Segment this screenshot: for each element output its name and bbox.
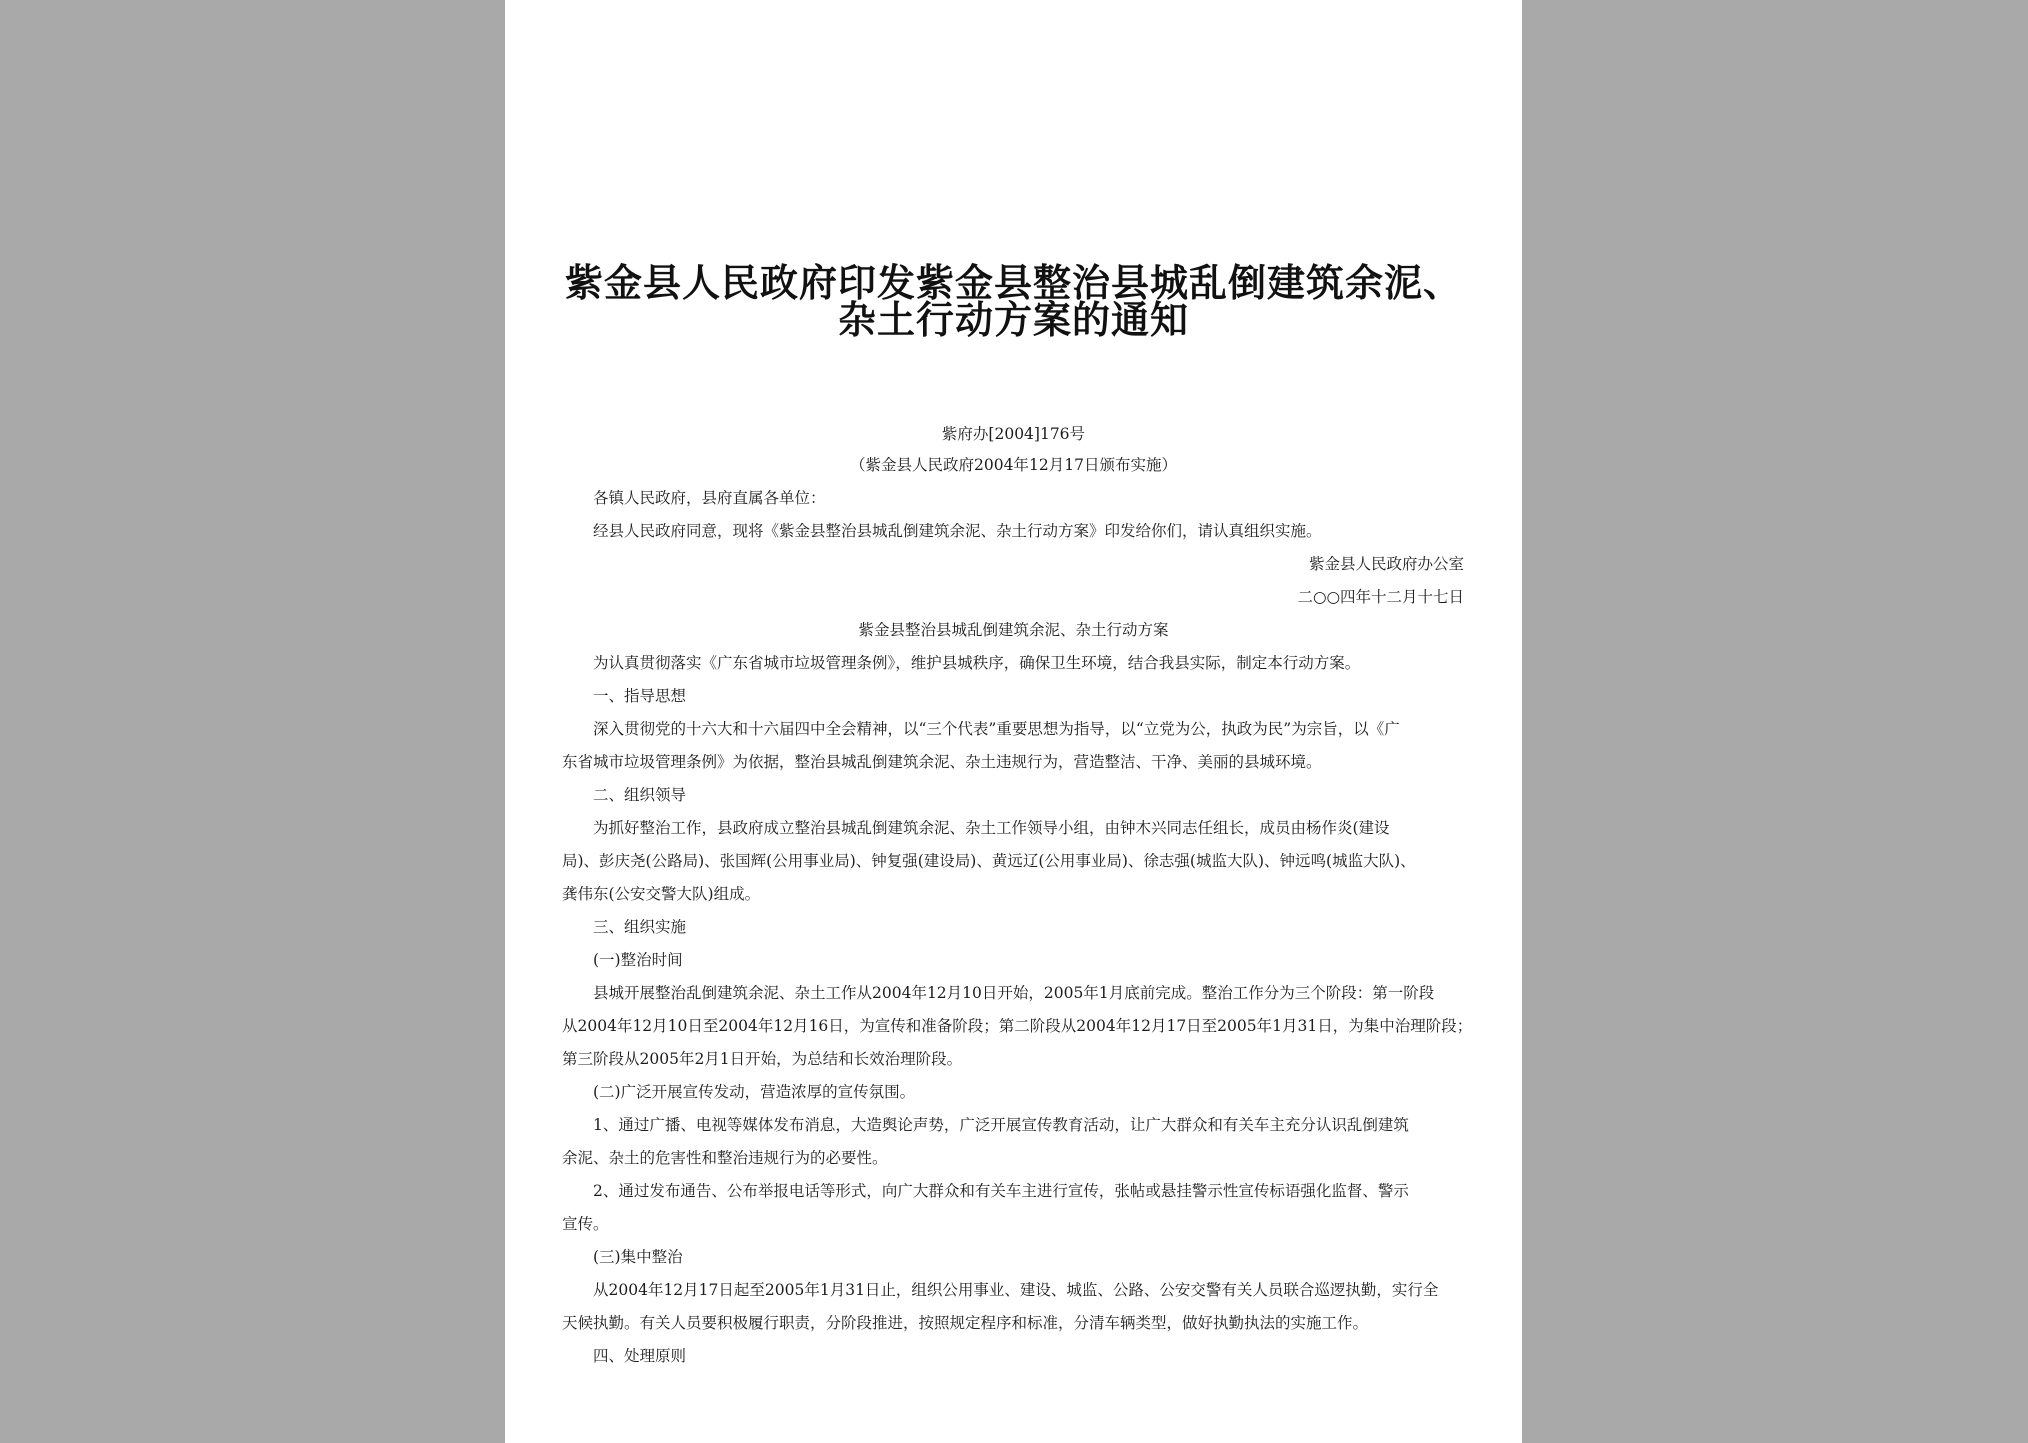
section-2-text-line-3: 龚伟东(公安交警大队)组成。 xyxy=(562,885,761,903)
plan-title: 紫金县整治县城乱倒建筑余泥、杂土行动方案 xyxy=(858,621,1169,639)
section-1-text-line-1: 深入贯彻党的十六大和十六届四中全会精神，以“三个代表”重要思想为指导，以“立党为公，执政为民”为宗旨，以《广 xyxy=(593,720,1400,738)
plan-intro: 为认真贯彻落实《广东省城市垃圾管理条例》，维护县城秩序，确保卫生环境，结合我县实际，制定本行动方案。 xyxy=(593,654,1361,672)
section-2-text-line-2: 局)、彭庆尧(公路局)、张国辉(公用事业局)、钟复强(建设局)、黄远辽(公用事业局)、徐志强(城监大队)、钟远鸣(城监大队)、 xyxy=(562,852,1416,870)
section-4-heading: 四、处理原则 xyxy=(593,1347,687,1365)
section-3-sub-1-line-2: 从2004年12月10日至2004年12月16日，为宣传和准备阶段；第二阶段从2004年12月17日至2005年1月31日，为集中治理阶段； xyxy=(562,1017,1473,1035)
section-1-text-line-2: 东省城市垃圾管理条例》为依据，整治县城乱倒建筑余泥、杂土违规行为，营造整洁、干净、美丽的县城环境。 xyxy=(562,753,1322,771)
section-1-heading: 一、指导思想 xyxy=(593,687,687,705)
document-number: 紫府办[2004]176号 xyxy=(941,425,1086,443)
signature-date: 二○○四年十二月十七日 xyxy=(1297,588,1464,606)
section-2-text-line-1: 为抓好整治工作，县政府成立整治县城乱倒建筑余泥、杂土工作领导小组，由钟木兴同志任组长，成员由杨作炎(建设 xyxy=(593,819,1390,837)
section-3-sub-2-item-1-line-1: 1、通过广播、电视等媒体发布消息，大造舆论声势，广泛开展宣传教育活动，让广大群众和有关车主充分认识乱倒建筑 xyxy=(593,1116,1409,1134)
section-3-sub-1-line-1: 县城开展整治乱倒建筑余泥、杂土工作从2004年12月10日开始，2005年1月底前完成。整治工作分为三个阶段：第一阶段 xyxy=(593,984,1435,1002)
section-2-heading: 二、组织领导 xyxy=(593,786,687,804)
issue-note: （紫金县人民政府2004年12月17日颁布实施） xyxy=(850,456,1177,474)
section-3-heading: 三、组织实施 xyxy=(593,918,687,936)
section-3-sub-1-heading: (一)整治时间 xyxy=(593,951,683,969)
document-title-line-1: 紫金县人民政府印发紫金县整治县城乱倒建筑余泥、 xyxy=(564,260,1462,305)
section-3-sub-2-heading: (二)广泛开展宣传发动，营造浓厚的宣传氛围。 xyxy=(593,1083,916,1101)
signature-organization: 紫金县人民政府办公室 xyxy=(1308,555,1464,573)
section-3-sub-2-item-1-line-2: 余泥、杂土的危害性和整治违规行为的必要性。 xyxy=(562,1149,888,1167)
section-3-sub-3-line-2: 天候执勤。有关人员要积极履行职责，分阶段推进，按照规定程序和标准，分清车辆类型，做好执勤执法的实施工作。 xyxy=(562,1314,1369,1332)
section-3-sub-3-line-1: 从2004年12月17日起至2005年1月31日止，组织公用事业、建设、城监、公路、公安交警有关人员联合巡逻执勤，实行全 xyxy=(593,1281,1439,1299)
document-page xyxy=(505,0,1522,1443)
section-3-sub-2-item-2-line-2: 宣传。 xyxy=(562,1215,609,1233)
section-3-sub-3-heading: (三)集中整治 xyxy=(593,1248,683,1266)
section-3-sub-1-line-3: 第三阶段从2005年2月1日开始，为总结和长效治理阶段。 xyxy=(562,1050,963,1068)
document-title-line-2: 杂土行动方案的通知 xyxy=(837,297,1189,342)
section-3-sub-2-item-2-line-1: 2、通过发布通告、公布举报电话等形式，向广大群众和有关车主进行宣传，张帖或悬挂警示性宣传标语强化监督、警示 xyxy=(593,1182,1409,1200)
addressee: 各镇人民政府，县府直属各单位： xyxy=(593,489,826,507)
intro-paragraph: 经县人民政府同意，现将《紫金县整治县城乱倒建筑余泥、杂土行动方案》印发给你们，请认真组织实施。 xyxy=(593,522,1322,540)
